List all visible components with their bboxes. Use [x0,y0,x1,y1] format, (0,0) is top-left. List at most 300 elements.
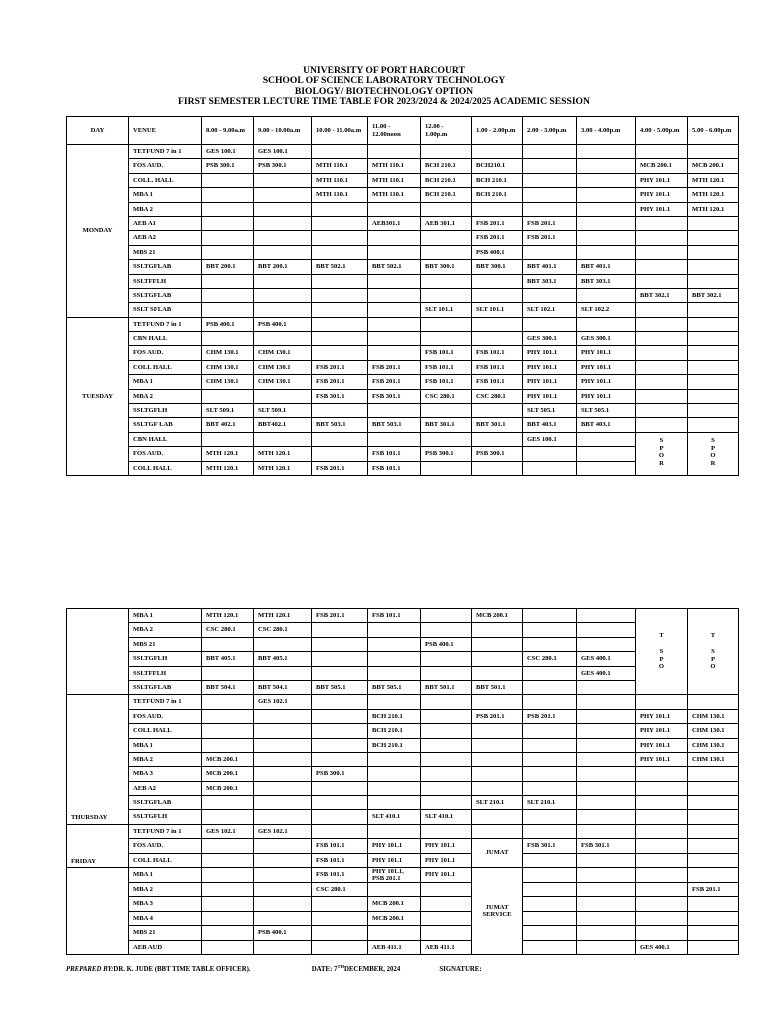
timetable-cell [523,288,577,302]
timetable-cell: FSB 101.1 [472,375,523,389]
timetable-cell [472,738,523,752]
timetable-cell [368,926,421,940]
venue-cell: MBA 2 [129,623,202,637]
day-column-header: DAY [67,117,129,145]
time-column-header: 1.00 - 2.00p.m [472,117,523,145]
timetable-cell: BBT 405.1 [202,652,254,666]
timetable-cell [312,897,368,911]
timetable-cell [577,883,636,897]
timetable-cell [312,231,368,245]
timetable-cell [523,637,577,651]
timetable-cell: BCH 210.1 [472,173,523,187]
venue-cell: COLL HALL [129,360,202,374]
timetable-cell: CHM 130.1 [254,346,312,360]
timetable-cell: PHY 101.1 [523,346,577,360]
timetable-cell [523,752,577,766]
timetable-cell: MTH 110.1 [368,173,421,187]
venue-cell: FOS AUD. [129,159,202,173]
table-row [67,824,739,838]
timetable-cell [421,652,472,666]
timetable-cell [254,274,312,288]
timetable-cell [254,853,312,867]
timetable-cell [202,332,254,346]
timetable-cell [421,883,472,897]
venue-cell: COLL HALL [129,724,202,738]
table-row [67,173,739,187]
timetable-cell [421,709,472,723]
table-row [67,303,739,317]
timetable-cell [472,810,523,824]
timetable-cell [688,868,739,883]
time-column-header: 12.00 - 1.00p.m [421,117,472,145]
day-cell-blank [67,609,129,695]
timetable-cell [368,752,421,766]
timetable-cell [254,911,312,925]
timetable-cell [202,738,254,752]
venue-cell: SSLTGFLAB [129,288,202,302]
table-row [67,810,739,824]
timetable-cell [254,245,312,259]
timetable-cell: GES 102.1 [202,824,254,838]
timetable-cell [254,810,312,824]
table-row [67,752,739,766]
timetable-cell: CHM 130.1 [688,709,739,723]
venue-cell: AEB A1 [129,216,202,230]
table-row [67,245,739,259]
venue-cell: SSLTGFLH [129,404,202,418]
timetable-cell [523,940,577,954]
table-row [67,709,739,723]
time-column-header: 4.00 - 5.00p.m [636,117,688,145]
timetable-cell [688,781,739,795]
timetable-cell: CHM 130.1 [202,346,254,360]
table-row [67,346,739,360]
timetable-cell [312,824,368,838]
timetable-cell: BBT 302.1 [636,288,688,302]
timetable-cell [368,346,421,360]
timetable-cell [421,911,472,925]
timetable-cell [636,317,688,331]
timetable-cell [368,303,421,317]
timetable-cell [636,260,688,274]
venue-cell: MBS 21 [129,245,202,259]
timetable-cell: MTH 120.1 [254,609,312,623]
table-row [67,911,739,925]
timetable-cell [421,231,472,245]
venue-cell: MBA 1 [129,868,202,883]
venue-cell: SSLTGFLAB [129,796,202,810]
timetable-cell [421,796,472,810]
timetable-cell: MTH 110.1 [312,159,368,173]
table-row [67,274,739,288]
timetable-cell [254,940,312,954]
timetable-cell [202,432,254,446]
timetable-cell: MTH 110.1 [368,188,421,202]
timetable-cell [688,346,739,360]
timetable-cell [254,231,312,245]
timetable-cell: MTH 120.1 [688,173,739,187]
timetable-cell [472,461,523,475]
timetable-cell: PHY 101.1 [421,868,472,883]
venue-cell: CBN HALL [129,332,202,346]
timetable-cell [472,824,523,838]
timetable-cell [254,332,312,346]
venue-cell: MBA 2 [129,883,202,897]
sport-merged-cell: S P O R [636,432,688,475]
timetable-cell: BCH210.1 [472,159,523,173]
timetable-cell: PHY 101.1, PSB 201.1 [368,868,421,883]
venue-cell: TETFUND 7 in 1 [129,317,202,331]
timetable-cell [312,911,368,925]
timetable-cell [368,245,421,259]
timetable-cell: MTH 110.1 [312,173,368,187]
timetable-cell [202,245,254,259]
timetable-cell [254,738,312,752]
timetable-cell: SLT 410.1 [368,810,421,824]
timetable-cell [421,623,472,637]
timetable-cell [312,202,368,216]
timetable-cell [472,724,523,738]
sport-merged-cell: S P O R [688,432,739,475]
timetable-cell [202,839,254,853]
timetable-cell: PHY 101.1 [577,375,636,389]
timetable-cell: FSB 101.1 [312,853,368,867]
timetable-cell [472,332,523,346]
timetable-cell [254,216,312,230]
timetable-cell [368,145,421,159]
venue-cell: AEB A2 [129,781,202,795]
venue-cell: TETFUND 7 in 1 [129,695,202,709]
timetable-cell [577,853,636,867]
timetable-cell [523,926,577,940]
time-column-header: 8.00 - 9.00a.m [202,117,254,145]
venue-cell: MBA 2 [129,202,202,216]
timetable-cell [636,926,688,940]
timetable-cell: BBT 505.1 [312,680,368,694]
venue-cell: MBA 1 [129,375,202,389]
timetable-cell: GES 102.1 [254,824,312,838]
timetable-cell: FSB 301.1 [523,839,577,853]
timetable-cell [421,404,472,418]
timetable-cell [202,389,254,403]
timetable-cell [688,231,739,245]
timetable-cell: CSC 280.1 [421,389,472,403]
timetable-cell: PHY 101.1 [421,853,472,867]
timetable-cell [636,375,688,389]
timetable-cell: BBT 403.1 [523,418,577,432]
timetable-cell [523,824,577,838]
timetable-cell: PSB 400.1 [421,637,472,651]
timetable-cell [577,637,636,651]
timetable-cell [254,868,312,883]
timetable-cell: GES 100.1 [202,145,254,159]
timetable-cell: AEB 301.1 [421,216,472,230]
timetable-cell [636,231,688,245]
timetable-cell: SLT 505.1 [523,404,577,418]
timetable-cell [368,781,421,795]
day-label-monday: MONDAY [67,145,129,318]
timetable-cell [688,216,739,230]
timetable-cell [523,853,577,867]
timetable-cell [523,666,577,680]
timetable-cell [312,216,368,230]
venue-cell: SSLTGFLH [129,810,202,824]
venue-cell: SSLTGFLAB [129,680,202,694]
timetable-cell [472,202,523,216]
timetable-cell: BBT 302.1 [688,288,739,302]
timetable-title: FIRST SEMESTER LECTURE TIME TABLE FOR 2023/2024 & 2024/2025 ACADEMIC SESSION [178,96,590,108]
timetable-cell [421,145,472,159]
timetable-cell: MTH 120.1 [688,188,739,202]
timetable-cell [312,796,368,810]
timetable-cell [202,853,254,867]
timetable-cell [636,868,688,883]
timetable-cell [523,695,577,709]
table-row [67,724,739,738]
timetable-cell [202,911,254,925]
timetable-cell [577,623,636,637]
timetable-cell: GES 300.1 [577,332,636,346]
timetable-cell: BBT 405.1 [254,652,312,666]
table-row [67,897,739,911]
timetable-cell [636,824,688,838]
timetable-cell [368,796,421,810]
timetable-cell: SLT 101.1 [472,303,523,317]
timetable-cell [523,159,577,173]
timetable-cell [636,145,688,159]
timetable-cell [368,332,421,346]
timetable-cell: GES 100.1 [254,145,312,159]
timetable-cell [368,231,421,245]
venue-cell: MBA 1 [129,609,202,623]
timetable-cell [254,173,312,187]
timetable-cell: GES 300.1 [523,332,577,346]
timetable-cell: PSB 400.1 [202,317,254,331]
timetable-cell [577,738,636,752]
date-ordinal: TH [337,964,344,969]
venue-cell: SSLT SFLAB [129,303,202,317]
table-row [67,317,739,331]
timetable-cell [312,332,368,346]
timetable-cell [312,623,368,637]
timetable-cell: AEB 411.1 [368,940,421,954]
venue-cell: FOS AUD. [129,839,202,853]
timetable-cell [312,637,368,651]
timetable-cell: PHY 101.1 [636,738,688,752]
timetable-cell [523,767,577,781]
timetable-cell [577,188,636,202]
timetable-cell [312,810,368,824]
timetable-cell [368,767,421,781]
timetable-cell [202,288,254,302]
timetable-cell [254,389,312,403]
timetable-cell: PHY 101.1 [636,202,688,216]
timetable-cell: PSB 300.1 [202,159,254,173]
timetable-cell [421,767,472,781]
timetable-cell: CHM 130.1 [202,360,254,374]
table-row [67,853,739,867]
timetable-cell: PSB 400.1 [254,926,312,940]
timetable-cell: SLT 210.1 [472,796,523,810]
venue-cell: MBA 3 [129,767,202,781]
timetable-cell [688,926,739,940]
timetable-cell: PSB 400.1 [254,317,312,331]
timetable-cell [312,940,368,954]
timetable-cell [577,216,636,230]
timetable-cell [577,245,636,259]
timetable-cell [577,159,636,173]
timetable-cell [254,883,312,897]
timetable-cell [312,752,368,766]
timetable-cell: BBT 200.1 [254,260,312,274]
timetable-cell: PHY 101.1 [636,724,688,738]
venue-cell: AEB AUD [129,940,202,954]
timetable-cell [254,303,312,317]
timetable-cell: FSB 101.1 [472,346,523,360]
jumat-service-merged-cell: JUMAT SERVICE [472,868,523,955]
column-header-row [67,117,739,145]
venue-cell: FOS AUD. [129,447,202,461]
timetable-cell: BBT 303.1 [523,274,577,288]
timetable-cell: BBT 502.1 [368,260,421,274]
timetable-cell: PHY 101.1 [636,173,688,187]
timetable-cell [202,666,254,680]
timetable-cell: CSC 280.1 [523,652,577,666]
table-row [67,868,739,883]
timetable-cell [523,724,577,738]
timetable-cell [688,767,739,781]
timetable-cell [312,666,368,680]
timetable-cell [688,839,739,853]
table-row [67,796,739,810]
timetable-cell: CSC 280.1 [472,389,523,403]
timetable-cell: FSB 201.1 [523,231,577,245]
timetable-cell: PSB 201.1 [472,709,523,723]
timetable-cell: SLT 102.2 [577,303,636,317]
timetable-cell [202,231,254,245]
timetable-cell: CHM 130.1 [688,752,739,766]
timetable-cell: MCB 200.1 [368,897,421,911]
venue-cell: AEB A2 [129,231,202,245]
timetable-cell [636,839,688,853]
timetable-cell [523,623,577,637]
timetable-cell: BCH 210.1 [368,709,421,723]
timetable-cell [312,346,368,360]
timetable-cell [254,709,312,723]
timetable-cell: BCH 210.1 [472,188,523,202]
timetable-cell [421,461,472,475]
timetable-cell: BBT 200.1 [202,260,254,274]
timetable-cell [312,709,368,723]
timetable-cell [368,666,421,680]
timetable-cell [577,680,636,694]
timetable-cell [202,173,254,187]
timetable-cell [523,317,577,331]
timetable-cell: CHM 130.1 [254,375,312,389]
timetable-cell [688,810,739,824]
timetable-cell [688,796,739,810]
timetable-cell [202,724,254,738]
timetable-cell [254,767,312,781]
timetable-cell [202,695,254,709]
timetable-cell [577,926,636,940]
jumat-merged-cell: JUMAT [472,839,523,868]
time-column-header: 9.00 - 10.00a.m [254,117,312,145]
timetable-cell: FSB 201.1 [368,360,421,374]
timetable-cell: PHY 101.1 [577,346,636,360]
university-title: UNIVERSITY OF PORT HARCOURT [303,65,465,76]
timetable-cell [312,724,368,738]
timetable-cell [577,447,636,461]
timetable-cell: FSB 101.1 [368,447,421,461]
timetable-cell [421,609,472,623]
timetable-cell: FSB 201.1 [472,216,523,230]
table-row [67,767,739,781]
table-row [67,159,739,173]
timetable-cell [368,883,421,897]
timetable-cell [636,897,688,911]
timetable-cell: FSB 101.1 [421,360,472,374]
timetable-cell: PHY 101.1 [523,389,577,403]
timetable-cell [577,288,636,302]
timetable-cell [254,839,312,853]
timetable-cell: AEB301.1 [368,216,421,230]
timetable-cell [368,317,421,331]
timetable-cell [688,695,739,709]
timetable-cell [688,274,739,288]
venue-cell: MBA 2 [129,389,202,403]
table-row [67,695,739,709]
timetable-cell [202,637,254,651]
timetable-cell [688,145,739,159]
time-column-header: 5.00 - 6.00p.m [688,117,739,145]
timetable-cell: GES 400.1 [636,940,688,954]
table-row [67,883,739,897]
timetable-cell [688,940,739,954]
timetable-cell [636,404,688,418]
timetable-cell [472,767,523,781]
venue-cell: MBA 1 [129,188,202,202]
venue-cell: MBA 2 [129,752,202,766]
timetable-cell: BBT 301.1 [472,418,523,432]
timetable-cell [523,188,577,202]
timetable-cell [577,173,636,187]
timetable-cell [636,767,688,781]
timetable-cell [688,360,739,374]
timetable-cell [202,940,254,954]
timetable-cell [688,824,739,838]
timetable-cell [472,652,523,666]
timetable-cell [368,637,421,651]
table-row [67,940,739,954]
timetable-cell [577,202,636,216]
table-row [67,188,739,202]
timetable-cell [636,810,688,824]
timetable-cell [421,695,472,709]
timetable-cell [688,853,739,867]
timetable-cell [368,623,421,637]
timetable-cell [472,781,523,795]
timetable-cell [312,145,368,159]
timetable-cell: BCH 210.1 [368,724,421,738]
venue-cell: SSLTFFLH [129,666,202,680]
timetable-cell [368,695,421,709]
timetable-cell: BBT 402.1 [202,418,254,432]
timetable-cell [368,404,421,418]
timetable-cell [523,868,577,883]
timetable-cell [636,346,688,360]
timetable-cell [421,926,472,940]
